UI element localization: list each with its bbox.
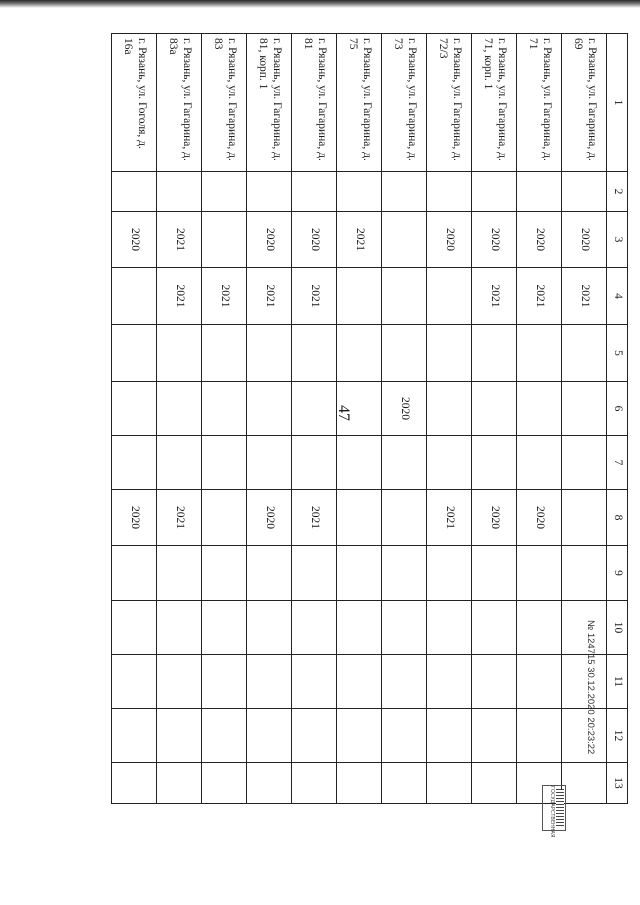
- year-cell: [292, 655, 337, 709]
- year-cell: [247, 763, 292, 804]
- year-cell: [202, 212, 247, 268]
- column-header-7: 7: [607, 436, 628, 490]
- year-cell: [202, 709, 247, 763]
- year-cell: [292, 172, 337, 212]
- year-cell: [472, 655, 517, 709]
- year-cell: [337, 709, 382, 763]
- table-container: [53, 33, 628, 803]
- year-cell: [202, 546, 247, 601]
- year-cell: [427, 709, 472, 763]
- year-cell: [337, 490, 382, 546]
- address-cell: г. Рязань, ул. Гагарина, д. 69: [562, 34, 607, 172]
- stamp-text: ГОСУДАРСТВЕННАЯ: [549, 786, 555, 838]
- year-cell: [157, 436, 202, 490]
- year-cell: [202, 436, 247, 490]
- year-cell: [337, 655, 382, 709]
- address-cell: г. Рязань, ул. Гагарина, д. 83: [202, 34, 247, 172]
- year-cell: [472, 763, 517, 804]
- data-table: [111, 33, 628, 804]
- year-cell: [472, 382, 517, 436]
- year-cell: [112, 546, 157, 601]
- year-cell: 2020: [382, 382, 427, 436]
- year-cell: [247, 172, 292, 212]
- year-cell: [382, 490, 427, 546]
- registration-footer: [585, 620, 596, 820]
- table-row: [247, 34, 292, 804]
- year-cell: [472, 325, 517, 382]
- year-cell: [337, 546, 382, 601]
- year-cell: [382, 268, 427, 325]
- year-cell: [292, 763, 337, 804]
- year-cell: [337, 325, 382, 382]
- year-cell: [337, 382, 382, 436]
- year-cell: 2020: [472, 490, 517, 546]
- document-stamp: [542, 785, 566, 838]
- year-cell: [427, 172, 472, 212]
- year-cell: [247, 601, 292, 655]
- year-cell: [157, 172, 202, 212]
- year-cell: [247, 382, 292, 436]
- table-row: [157, 34, 202, 804]
- year-cell: [517, 709, 562, 763]
- year-cell: [472, 709, 517, 763]
- address-cell: г. Рязань, ул. Гоголя, д. 16а: [112, 34, 157, 172]
- year-cell: 2020: [247, 490, 292, 546]
- year-cell: 2020: [112, 212, 157, 268]
- year-cell: [427, 382, 472, 436]
- year-cell: [247, 709, 292, 763]
- year-cell: [157, 655, 202, 709]
- year-cell: [517, 325, 562, 382]
- year-cell: 2020: [472, 212, 517, 268]
- column-header-8: 8: [607, 490, 628, 546]
- address-cell: г. Рязань, ул. Гагарина, д. 72/3: [427, 34, 472, 172]
- year-cell: [337, 172, 382, 212]
- table-row: [337, 34, 382, 804]
- address-cell: г. Рязань, ул. Гагарина, д. 71, корп. 1: [472, 34, 517, 172]
- year-cell: [112, 382, 157, 436]
- year-cell: [472, 436, 517, 490]
- year-cell: [247, 546, 292, 601]
- year-cell: 2020: [517, 212, 562, 268]
- year-cell: 2021: [517, 268, 562, 325]
- address-cell: г. Рязань, ул. Гагарина, д. 75: [337, 34, 382, 172]
- column-header-2: 2: [607, 172, 628, 212]
- year-cell: [112, 763, 157, 804]
- year-cell: [427, 601, 472, 655]
- year-cell: [472, 172, 517, 212]
- year-cell: [517, 172, 562, 212]
- year-cell: 2021: [292, 268, 337, 325]
- year-cell: 2020: [562, 212, 607, 268]
- year-cell: [382, 601, 427, 655]
- year-cell: [427, 655, 472, 709]
- year-cell: [247, 325, 292, 382]
- year-cell: 2021: [157, 212, 202, 268]
- year-cell: 2020: [247, 212, 292, 268]
- year-cell: [562, 382, 607, 436]
- year-cell: 2021: [472, 268, 517, 325]
- year-cell: 2021: [562, 268, 607, 325]
- year-cell: [337, 763, 382, 804]
- table-row: [472, 34, 517, 804]
- year-cell: [202, 382, 247, 436]
- address-cell: г. Рязань, ул. Гагарина, д. 81, корп. 1: [247, 34, 292, 172]
- year-cell: [562, 490, 607, 546]
- year-cell: 2020: [292, 212, 337, 268]
- year-cell: [382, 436, 427, 490]
- column-header-12: 12: [607, 709, 628, 763]
- stamp-barcode: [556, 789, 564, 827]
- year-cell: [112, 436, 157, 490]
- year-cell: [382, 655, 427, 709]
- table-body: [112, 34, 607, 804]
- address-cell: г. Рязань, ул. Гагарина, д. 83а: [157, 34, 202, 172]
- year-cell: 2021: [157, 268, 202, 325]
- column-header-6: 6: [607, 382, 628, 436]
- year-cell: [427, 763, 472, 804]
- year-cell: [247, 655, 292, 709]
- table-row: [202, 34, 247, 804]
- year-cell: [292, 601, 337, 655]
- year-cell: [427, 546, 472, 601]
- column-header-13: 13: [607, 763, 628, 804]
- year-cell: [112, 655, 157, 709]
- year-cell: 2021: [337, 212, 382, 268]
- year-cell: [337, 268, 382, 325]
- table-row: [292, 34, 337, 804]
- year-cell: [427, 436, 472, 490]
- year-cell: [202, 655, 247, 709]
- registration-text: № 124715 30.12.2020 20:23:22: [585, 620, 596, 755]
- table-row: [382, 34, 427, 804]
- year-cell: [382, 172, 427, 212]
- year-cell: 2021: [202, 268, 247, 325]
- column-header-11: 11: [607, 655, 628, 709]
- year-cell: 2021: [292, 490, 337, 546]
- address-cell: г. Рязань, ул. Гагарина, д. 71: [517, 34, 562, 172]
- year-cell: [472, 601, 517, 655]
- year-cell: 2021: [157, 490, 202, 546]
- year-cell: [202, 601, 247, 655]
- year-cell: [202, 172, 247, 212]
- year-cell: 2021: [427, 490, 472, 546]
- table-row: [427, 34, 472, 804]
- year-cell: [157, 325, 202, 382]
- year-cell: [157, 382, 202, 436]
- year-cell: [112, 172, 157, 212]
- column-header-5: 5: [607, 325, 628, 382]
- year-cell: [157, 763, 202, 804]
- year-cell: [382, 709, 427, 763]
- table-row: [517, 34, 562, 804]
- year-cell: [112, 268, 157, 325]
- year-cell: [427, 325, 472, 382]
- year-cell: [157, 601, 202, 655]
- year-cell: [157, 546, 202, 601]
- year-cell: [472, 546, 517, 601]
- year-cell: [202, 763, 247, 804]
- year-cell: [112, 601, 157, 655]
- scan-top-edge: [0, 0, 640, 8]
- year-cell: [202, 325, 247, 382]
- year-cell: [382, 325, 427, 382]
- year-cell: 2020: [517, 490, 562, 546]
- year-cell: [202, 490, 247, 546]
- year-cell: [427, 268, 472, 325]
- column-header-4: 4: [607, 268, 628, 325]
- year-cell: [337, 436, 382, 490]
- address-cell: г. Рязань, ул. Гагарина, д. 73: [382, 34, 427, 172]
- year-cell: [112, 709, 157, 763]
- year-cell: [517, 546, 562, 601]
- year-cell: 2020: [112, 490, 157, 546]
- year-cell: [382, 763, 427, 804]
- year-cell: [562, 172, 607, 212]
- year-cell: [517, 601, 562, 655]
- year-cell: [517, 436, 562, 490]
- year-cell: [517, 382, 562, 436]
- year-cell: [562, 325, 607, 382]
- year-cell: [112, 325, 157, 382]
- address-cell: г. Рязань, ул. Гагарина, д. 81: [292, 34, 337, 172]
- year-cell: [382, 212, 427, 268]
- column-header-3: 3: [607, 212, 628, 268]
- year-cell: [562, 546, 607, 601]
- column-header-9: 9: [607, 546, 628, 601]
- column-header-1: 1: [607, 34, 628, 172]
- year-cell: [382, 546, 427, 601]
- year-cell: [292, 382, 337, 436]
- year-cell: [292, 325, 337, 382]
- year-cell: 2020: [427, 212, 472, 268]
- year-cell: [247, 436, 292, 490]
- year-cell: [292, 436, 337, 490]
- year-cell: [517, 655, 562, 709]
- year-cell: [562, 436, 607, 490]
- year-cell: [337, 601, 382, 655]
- year-cell: [292, 546, 337, 601]
- year-cell: 2021: [247, 268, 292, 325]
- page-number: 47: [335, 405, 352, 421]
- table-header-row: [607, 34, 628, 804]
- year-cell: [157, 709, 202, 763]
- table-row: [112, 34, 157, 804]
- column-header-10: 10: [607, 601, 628, 655]
- year-cell: [292, 709, 337, 763]
